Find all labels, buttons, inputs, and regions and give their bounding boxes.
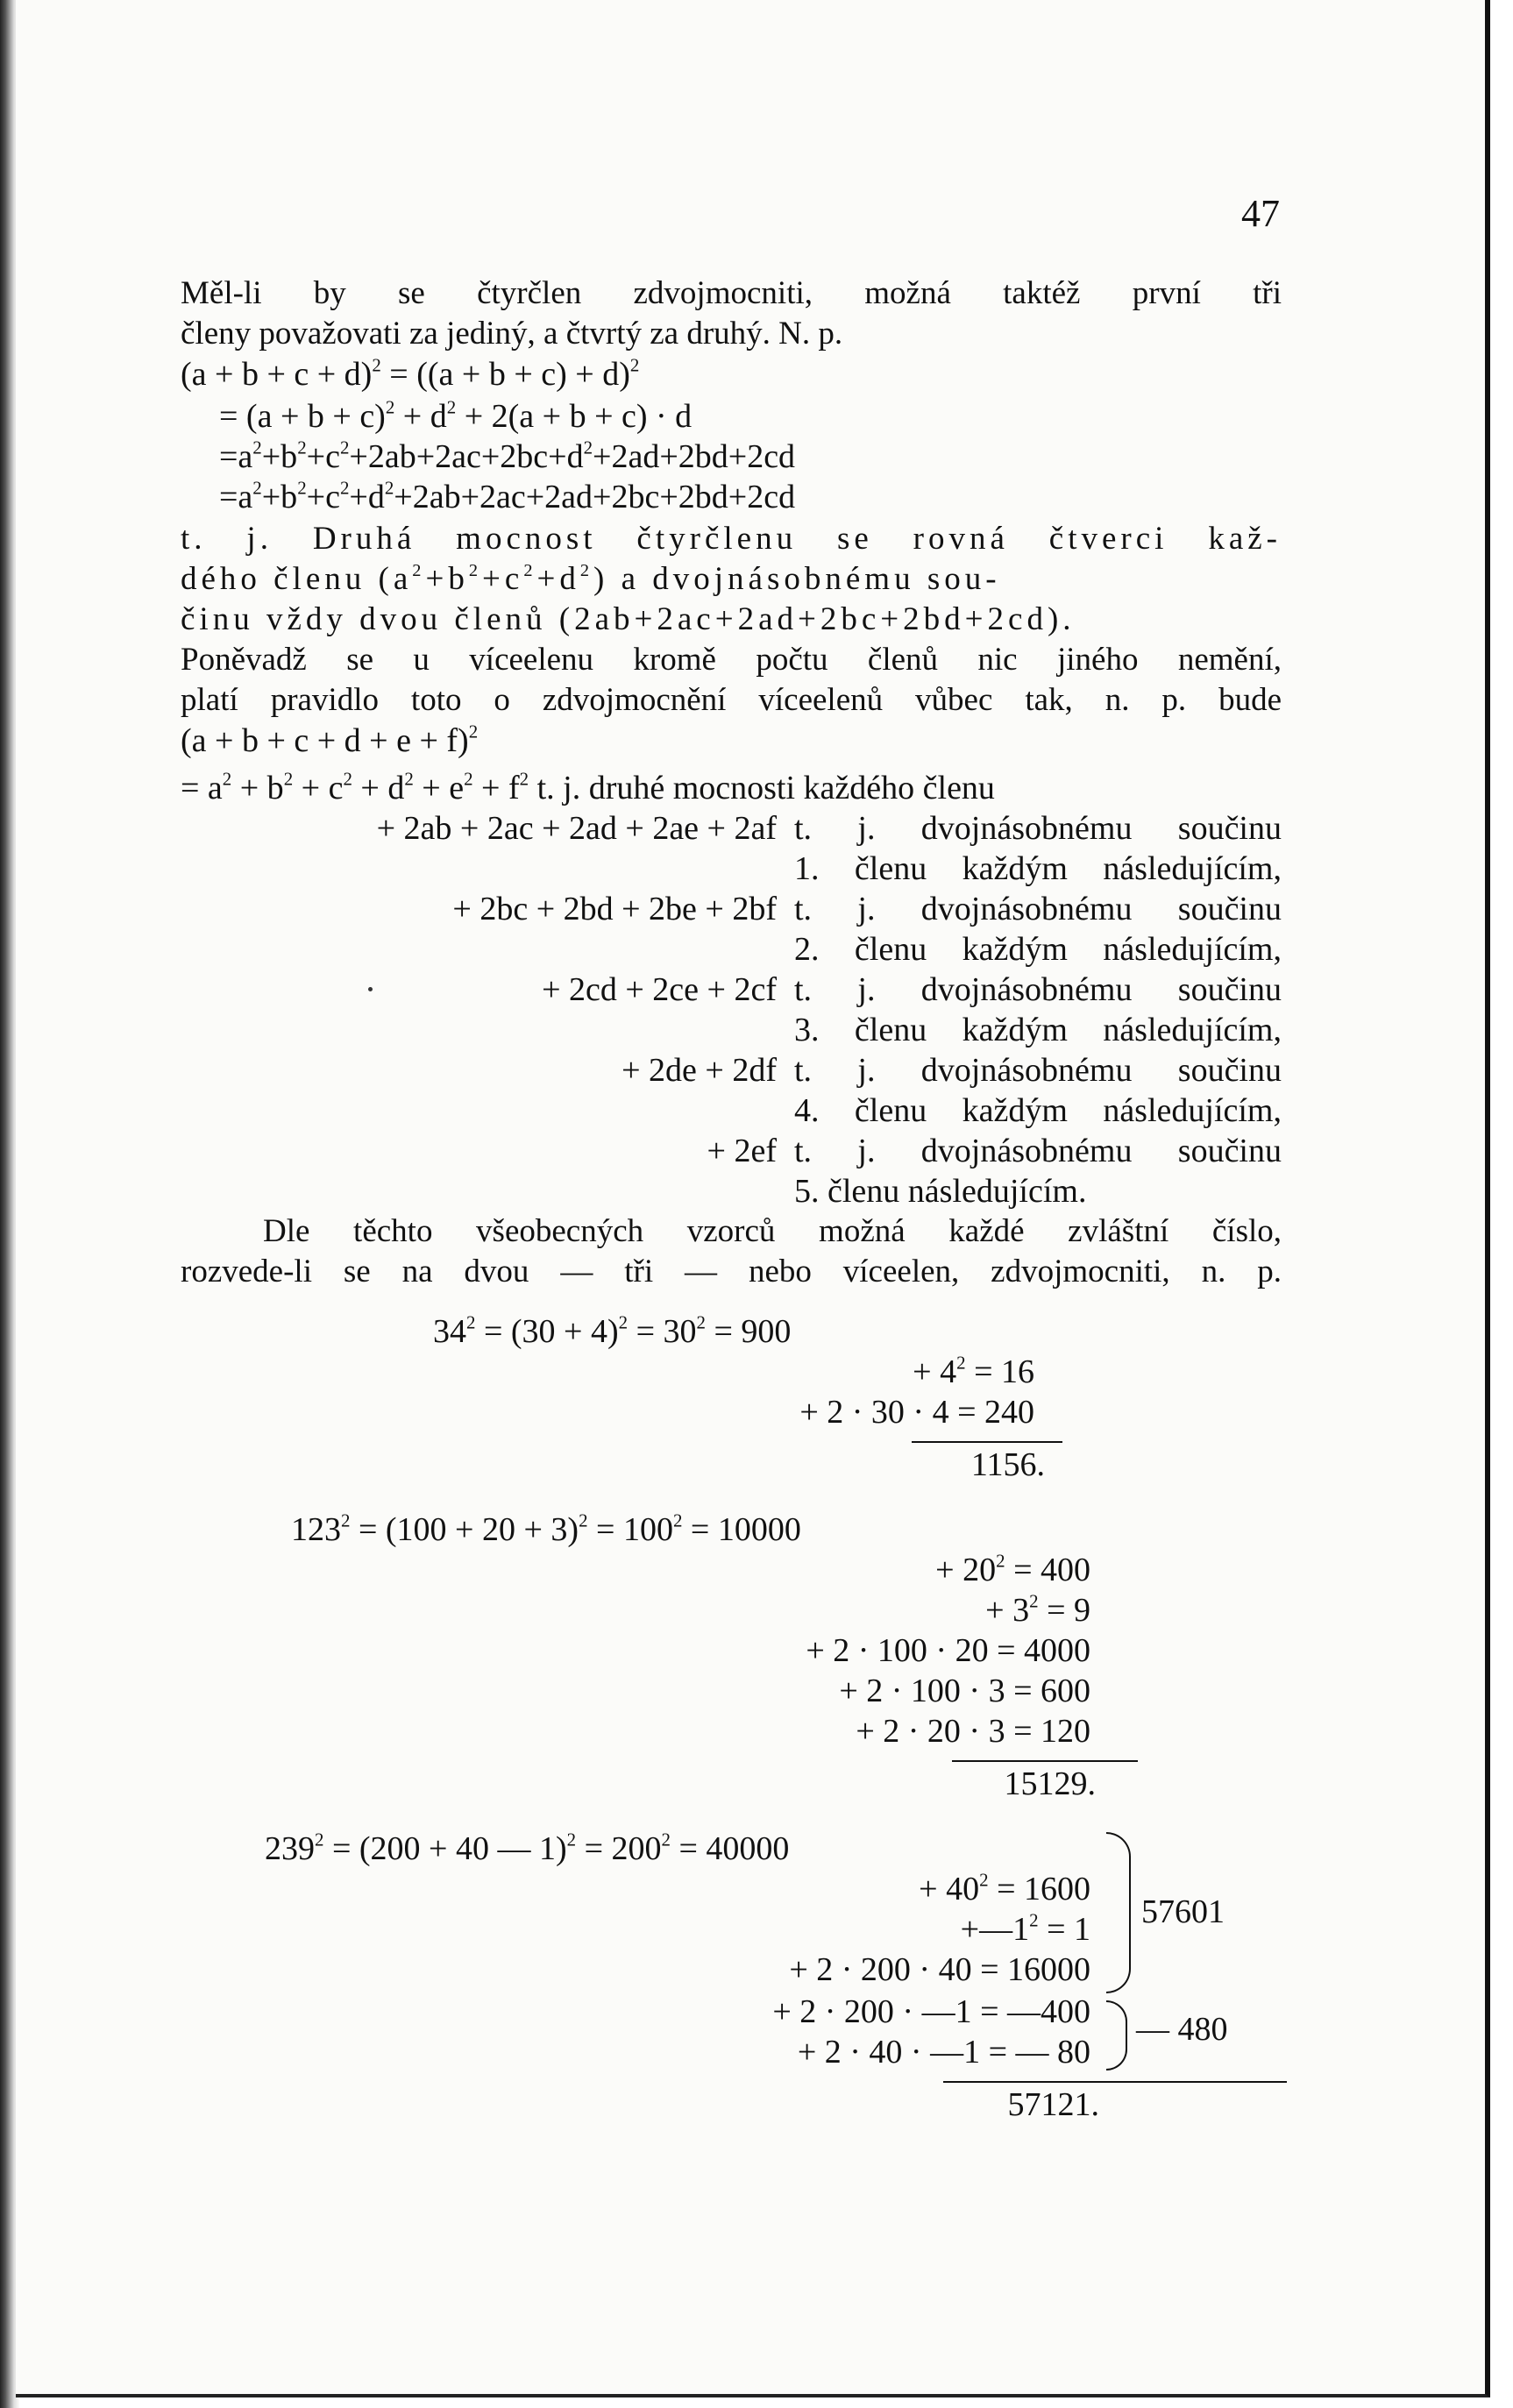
hexa-group-1-desc-a: t. j. dvojnásobnému součinu — [794, 810, 1282, 847]
ex2-total: 15129. — [1004, 1765, 1096, 1802]
hexa-group-4-desc-a: t. j. dvojnásobnému součinu — [794, 1052, 1282, 1089]
para-line-3: činu vždy dvou členů (2ab+2ac+2ad+2bc+2bd+2cd). — [181, 601, 1076, 637]
hexa-group-5-desc-b: 5. členu následujícím. — [794, 1173, 1087, 1210]
para-line-2: dého členu $(a^2+b^2+c^2+d^2)$ a dvojnásobnému sou- — [181, 560, 1001, 597]
hexa-group-4-terms: + 2de + 2df — [622, 1052, 777, 1089]
ex3-total: 57121. — [1007, 2086, 1099, 2123]
ex1-line-3: + 2 · 30 · 4 = 240 — [799, 1394, 1034, 1431]
intro-line-1: Měl-li by se čtyrčlen zdvojmocniti, možná taktéž první tři — [181, 275, 1282, 311]
intro-line-2: členy považovati za jediný, a čtvrtý za druhý. N. p. — [181, 316, 843, 352]
ex2-line-4: + 2 · 100 · 20 = 4000 — [806, 1632, 1090, 1669]
ex3-line-3: $+—1^2 = 1$ — [960, 1909, 1090, 1948]
ex2-line-3: + $3^2 = 9$ — [985, 1590, 1090, 1629]
conclusion-line-2: rozvede-li se na dvou — tři — nebo víceelen, zdvojmocniti, n. p. — [181, 1254, 1282, 1289]
conclusion-line-1: Dle těchto všeobecných vzorců možná každé zvláštní číslo, — [263, 1213, 1282, 1249]
para-line-4: Poněvadž se u víceelenu kromě počtu členů nic jiného nemění, — [181, 642, 1282, 678]
ex2-sum-rule — [952, 1760, 1138, 1762]
ex3-brace-1-value: 57601 — [1141, 1893, 1225, 1930]
ex1-sum-rule — [912, 1441, 1062, 1443]
para-line-1: t. j. Druhá mocnost čtyrčlenu se rovná čtverci kaž- — [181, 521, 1282, 557]
hexa-group-5-desc-a: t. j. dvojnásobnému součinu — [794, 1133, 1282, 1169]
hexa-group-1-terms: + 2ab + 2ac + 2ad + 2ae + 2af — [376, 810, 777, 847]
ex2-line-6: + 2 · 20 · 3 = 120 — [856, 1713, 1090, 1750]
hexa-group-1-desc-b: 1. členu každým následujícím, — [794, 850, 1282, 887]
ex3-line-4: + 2 · 200 · 40 = 16000 — [789, 1951, 1090, 1988]
hexa-group-2-terms: + 2bc + 2bd + 2be + 2bf — [452, 891, 777, 927]
ex3-brace-1 — [1106, 1832, 1131, 1993]
hexa-group-3-desc-b: 3. členu každým následujícím, — [794, 1012, 1282, 1048]
hexa-squares-row: = $a^2 + b^2 + c^2 + d^2 + e^2 + f^2$ t. j. druhé mocnosti každého členu — [181, 768, 995, 806]
eq1-line-2: = $(a + b + c)^2 + d^2 + 2(a + b + c) \cdot d$ — [219, 396, 693, 435]
page-number: 47 — [1241, 192, 1280, 235]
eq1-line-1: $(a + b + c + d)^2 = ((a + b + c) + d)^2$ — [181, 354, 640, 393]
ex3-brace-2 — [1106, 2000, 1127, 2071]
eq1-line-4: $=a^2+b^2+c^2+d^2+2ab+2ac+2ad+2bc+2bd+2cd$ — [219, 477, 796, 515]
eq1-line-3: $=a^2+b^2+c^2+2ab+2ac+2bc+d^2+2ad+2bd+2cd$ — [219, 437, 796, 475]
ex2-line-5: + 2 · 100 · 3 = 600 — [839, 1673, 1090, 1709]
ex3-brace-2-value: — 480 — [1136, 2011, 1228, 2048]
hexa-group-3-terms: + 2cd + 2ce + 2cf — [542, 971, 777, 1008]
ex3-line-1: $239^2 = (200 + 40$ — $1)^2 = 200^2 = 40000$ — [265, 1829, 790, 1867]
ex1-total: 1156. — [970, 1446, 1045, 1483]
ex3-line-6: + 2 · 40 · —1 = — 80 — [797, 2034, 1090, 2071]
para-line-6: $(a + b + c + d + e + f)^2$ — [181, 721, 479, 759]
ex3-line-5: + 2 · 200 · —1 = —400 — [772, 1993, 1090, 2030]
hexa-group-5-terms: + 2ef — [707, 1133, 777, 1169]
ex3-sum-rule — [943, 2081, 1287, 2083]
hexa-group-3-desc-a: t. j. dvojnásobnému součinu — [794, 971, 1282, 1008]
ex3-line-2: + $40^2 = 1600$ — [919, 1869, 1090, 1907]
ex1-line-1: $34^2 = (30 + 4)^2 = 30^2 = 900$ — [433, 1311, 792, 1350]
ex2-line-1: $123^2 = (100 + 20 + 3)^2 = 100^2 = 10000$ — [291, 1509, 801, 1548]
ex2-line-2: + $20^2 = 400$ — [935, 1550, 1090, 1588]
ex1-line-2: + $4^2 = 16$ — [913, 1352, 1034, 1390]
hexa-group-2-desc-b: 2. členu každým následujícím, — [794, 931, 1282, 968]
hexa-group-4-desc-b: 4. členu každým následujícím, — [794, 1092, 1282, 1129]
para-line-5: platí pravidlo toto o zdvojmocnění víceelenů vůbec tak, n. p. bude — [181, 682, 1282, 718]
hexa-group-2-desc-a: t. j. dvojnásobnému součinu — [794, 891, 1282, 927]
